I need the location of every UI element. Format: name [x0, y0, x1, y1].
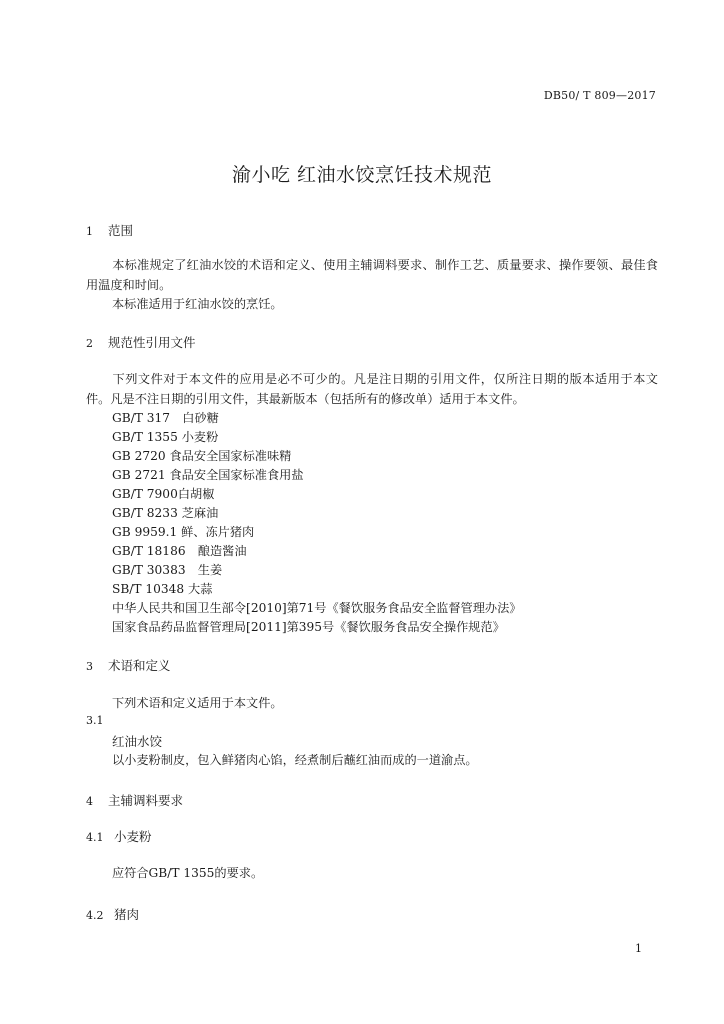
reference-item: GB/T 7900白胡椒: [112, 487, 215, 501]
section-title: 术语和定义: [108, 658, 171, 673]
reference-item: GB 9959.1 鲜、冻片猪肉: [112, 525, 255, 539]
standard-code: DB50/ T 809—2017: [543, 89, 656, 102]
term-name: 红油水饺: [112, 734, 163, 749]
section-number: 1: [86, 225, 93, 238]
section-3-heading: [86, 656, 171, 674]
subsection-title: 小麦粉: [114, 829, 152, 844]
section-2-heading: [86, 333, 196, 351]
reference-item: 中华人民共和国卫生部令[2010]第71号《餐饮服务食品安全监督管理办法》: [112, 601, 522, 615]
subsection-4-2-heading: [86, 905, 139, 923]
subsection-number: 4.1: [86, 831, 104, 844]
term-number: 3.1: [86, 714, 104, 727]
reference-item: GB/T 8233 芝麻油: [112, 506, 219, 520]
document-title: 渝小吃 红油水饺烹饪技术规范: [231, 164, 493, 186]
section-number: 3: [86, 660, 93, 673]
section-number: 4: [86, 795, 93, 808]
section-3-paragraph-1: 下列术语和定义适用于本文件。: [112, 696, 283, 710]
reference-item: GB/T 18186 酿造酱油: [112, 544, 247, 558]
section-4-heading: [86, 791, 183, 809]
reference-item: GB/T 317 白砂糖: [112, 411, 219, 425]
section-title: 规范性引用文件: [108, 335, 196, 350]
section-1-heading: [86, 221, 133, 239]
term-definition: 以小麦粉制皮，包入鲜猪肉心馅，经煮制后蘸红油而成的一道渝点。: [112, 753, 478, 767]
section-1-paragraph-2: [86, 294, 658, 314]
section-number: 2: [86, 337, 93, 350]
reference-item: 国家食品药品监督管理局[2011]第395号《餐饮服务食品安全操作规范》: [112, 620, 505, 634]
reference-item: GB/T 30383 生姜: [112, 563, 223, 577]
section-title: 主辅调料要求: [108, 793, 184, 808]
paragraph-text: 下列文件对于本文件的应用是必不可少的。凡是注日期的引用文件，仅所注日期的版本适用于本文件。凡是不注日期的引用文件，其最新版本（包括所有的修改单）适用于本文件。: [86, 372, 658, 406]
reference-item: GB 2720 食品安全国家标准味精: [112, 449, 292, 463]
reference-item: GB 2721 食品安全国家标准食用盐: [112, 468, 304, 482]
paragraph-text: 本标准适用于红油水饺的烹饪。: [112, 297, 283, 311]
reference-item: GB/T 1355 小麦粉: [112, 430, 219, 444]
paragraph-text: 本标准规定了红油水饺的术语和定义、使用主辅调料要求、制作工艺、质量要求、操作要领、最佳食用温度和时间。: [86, 258, 658, 292]
subsection-4-1-text: 应符合GB/T 1355的要求。: [112, 866, 264, 880]
reference-item: SB/T 10348 大蒜: [112, 582, 213, 596]
subsection-title: 猪肉: [114, 907, 140, 922]
subsection-4-1-heading: [86, 827, 152, 845]
page-number: 1: [635, 942, 642, 955]
section-title: 范围: [108, 223, 134, 238]
section-1-paragraph-1: [86, 255, 658, 295]
subsection-number: 4.2: [86, 909, 104, 922]
section-2-paragraph-1: [86, 369, 658, 409]
